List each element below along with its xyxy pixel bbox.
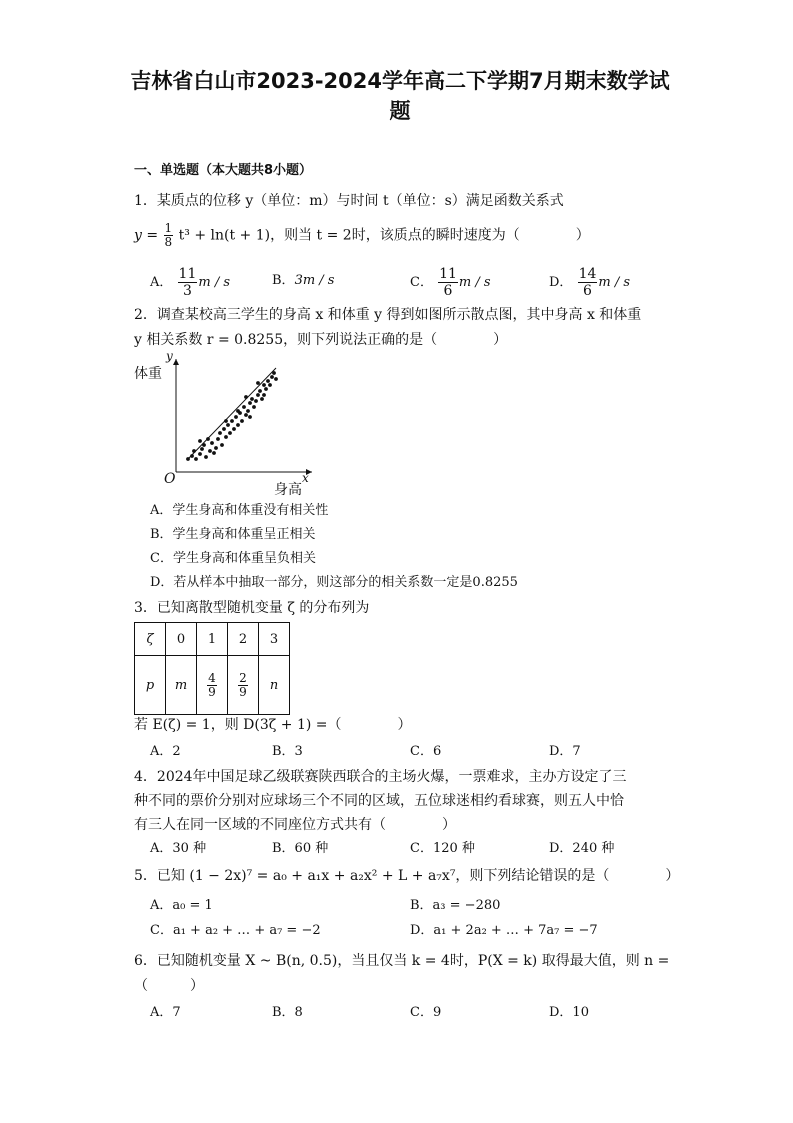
scatter-point	[208, 449, 212, 453]
scatter-point	[262, 383, 266, 387]
y-axis-label: 体重	[134, 366, 162, 382]
fraction-den: 3	[182, 283, 192, 299]
q2-option-c: C．学生身高和体重呈负相关	[150, 551, 316, 566]
scatter-point	[248, 401, 252, 405]
q3-stem-line-2: 若 E(ζ) = 1，则 D(3ζ + 1) =（ ）	[134, 717, 412, 733]
table-cell: ζ	[135, 623, 166, 656]
regression-line	[188, 368, 276, 459]
q1-option-d	[549, 266, 630, 299]
q2-option-b: B．学生身高和体重呈正相关	[150, 527, 316, 542]
table-cell	[228, 656, 259, 715]
scatter-point	[200, 447, 204, 451]
table-cell: 2	[228, 623, 259, 656]
q2-stem-line-2: y 相关系数 r = 0.8255，则下列说法正确的是（ ）	[134, 332, 508, 348]
scatter-point	[236, 409, 240, 413]
scatter-point	[234, 415, 238, 419]
q4-option-c: C．120 种	[410, 841, 475, 856]
fraction-num: 4	[208, 670, 216, 685]
scatter-point	[250, 397, 254, 401]
q3-option-c: C．6	[410, 744, 442, 759]
q3-option-a: A．2	[150, 744, 181, 759]
q3-stem-line-1: 3．已知离散型随机变量 ζ 的分布列为	[134, 600, 370, 616]
table-cell: 0	[166, 623, 197, 656]
scatter-point	[264, 387, 268, 391]
scatter-point	[224, 435, 228, 439]
q3-option-d: D．7	[549, 744, 581, 759]
q1-option-b	[272, 272, 334, 290]
x-axis-var: x	[302, 471, 309, 485]
q4-stem-line-2: 种不同的票价分别对应球场三个不同的区域，五位球迷相约看球赛，则五人中恰	[134, 793, 624, 809]
fraction-den: 6	[443, 283, 453, 299]
fraction-num: 11	[178, 266, 197, 282]
fraction-den: 9	[208, 684, 216, 699]
scatter-point	[204, 455, 208, 459]
scatter-point	[224, 419, 228, 423]
q4-option-a: A．30 种	[150, 841, 207, 856]
q1-eq-num: 1	[164, 221, 173, 235]
option-letter: A．	[150, 275, 173, 290]
table-row	[135, 623, 290, 656]
q5-option-c: C．a₁ + a₂ + … + a₇ = −2	[150, 923, 321, 938]
q2-option-a: A．学生身高和体重没有相关性	[150, 503, 329, 518]
scatter-point	[248, 415, 252, 419]
table-cell: 1	[197, 623, 228, 656]
q3-option-b: B．3	[272, 744, 303, 759]
option-letter: D．	[549, 275, 573, 290]
section-heading: 一、单选题（本大题共8小题）	[134, 163, 313, 178]
scatter-point	[256, 381, 260, 385]
origin-label: O	[164, 471, 176, 487]
q6-stem-line-2: （ ）	[134, 978, 204, 994]
table-row	[135, 656, 290, 715]
scatter-point	[212, 451, 216, 455]
scatter-point	[266, 379, 270, 383]
scatter-point	[244, 413, 248, 417]
q4-option-b: B．60 种	[272, 841, 329, 856]
option-unit: m / s	[198, 275, 231, 290]
table-cell: m	[166, 656, 197, 715]
q2-option-d: D．若从样本中抽取一部分，则这部分的相关系数一定是0.8255	[150, 575, 518, 590]
scatter-point	[272, 371, 276, 375]
scatter-point	[186, 457, 190, 461]
fraction-num: 14	[578, 266, 597, 282]
q1-eq-fraction	[164, 222, 174, 249]
q5-option-a: A．a₀ = 1	[150, 898, 213, 913]
scatter-point	[226, 423, 230, 427]
scatter-point	[260, 397, 264, 401]
scatter-point	[228, 431, 232, 435]
scatter-point	[198, 452, 202, 456]
option-letter: C．	[410, 275, 433, 290]
option-unit: m / s	[458, 275, 491, 290]
table-cell	[197, 656, 228, 715]
scatter-point	[262, 393, 266, 397]
fraction-num: 11	[439, 266, 457, 282]
scatter-point	[244, 395, 248, 399]
q5-stem-line-1: 5．已知 (1 − 2x)⁷ = a₀ + a₁x + a₂x² + L + a₇x⁷，则下列结论错误的是（ ）	[134, 868, 680, 884]
q4-option-d: D．240 种	[549, 841, 615, 856]
scatter-point	[240, 419, 244, 423]
option-text: 3m / s	[294, 273, 335, 288]
scatter-point	[230, 419, 234, 423]
scatter-point	[198, 439, 202, 443]
q1-eq-prefix: y =	[134, 227, 159, 244]
scatter-point	[254, 399, 258, 403]
table-cell: n	[259, 656, 290, 715]
q1-eq-den: 8	[164, 235, 173, 249]
scatter-point	[206, 437, 210, 441]
cell-fraction	[207, 672, 217, 699]
scatter-point	[216, 437, 220, 441]
scatter-point	[190, 454, 194, 458]
scatter-point	[252, 405, 256, 409]
q1-eq-rest: t³ + ln(t + 1)，则当 t = 2时，该质点的瞬时速度为（ ）	[178, 227, 590, 244]
scatter-point	[246, 409, 250, 413]
x-axis-label: 身高	[274, 482, 302, 498]
scatter-point	[274, 377, 278, 381]
y-axis-arrow	[173, 359, 179, 365]
q6-option-c: C．9	[410, 1005, 442, 1020]
table-cell: p	[135, 656, 166, 715]
q1-stem-line-1: 1．某质点的位移 y（单位：m）与时间 t（单位：s）满足函数关系式	[134, 193, 564, 209]
q6-option-a: A．7	[150, 1005, 181, 1020]
option-fraction	[178, 266, 198, 299]
scatter-point	[210, 441, 214, 445]
q1-option-a	[150, 266, 230, 299]
q6-stem-line-1: 6．已知随机变量 X ~ B(n, 0.5)，当且仅当 k = 4时，P(X = k) 取得最大值，则 n =	[134, 953, 670, 969]
q6-option-d: D．10	[549, 1005, 589, 1020]
fraction-num: 2	[239, 670, 247, 685]
table-cell: 3	[259, 623, 290, 656]
scatter-point	[270, 375, 274, 379]
scatter-point	[232, 427, 236, 431]
option-fraction	[438, 266, 458, 299]
distribution-table	[134, 622, 290, 715]
fraction-den: 6	[583, 283, 592, 299]
cell-fraction	[238, 672, 248, 699]
fraction-den: 9	[239, 684, 247, 699]
scatter-point	[192, 449, 196, 453]
scatter-point	[214, 446, 218, 450]
q5-option-d: D．a₁ + 2a₂ + … + 7a₇ = −7	[410, 923, 598, 938]
option-letter: B．	[272, 273, 295, 288]
scatter-plot-figure	[130, 349, 330, 504]
q4-stem-line-1: 4．2024年中国足球乙级联赛陕西联合的主场火爆，一票难求，主办方设定了三	[134, 769, 627, 785]
scatter-point	[194, 457, 198, 461]
scatter-point	[202, 443, 206, 447]
title-line-2: 题	[389, 99, 411, 123]
scatter-point	[220, 443, 224, 447]
q4-stem-line-3: 有三人在同一区域的不同座位方式共有（ ）	[134, 817, 456, 833]
scatter-point	[268, 383, 272, 387]
exam-title	[120, 66, 680, 126]
scatter-point	[242, 405, 246, 409]
option-unit: m / s	[598, 275, 631, 290]
q1-option-c	[410, 266, 491, 299]
q6-option-b: B．8	[272, 1005, 303, 1020]
scatter-point	[258, 389, 262, 393]
scatter-point	[222, 427, 226, 431]
q1-stem-line-2	[134, 222, 590, 249]
q5-option-b: B．a₃ = −280	[410, 898, 501, 913]
scatter-point	[256, 393, 260, 397]
y-axis-var: y	[166, 349, 173, 363]
scatter-point	[236, 423, 240, 427]
option-fraction	[578, 266, 598, 299]
scatter-point	[218, 431, 222, 435]
q2-stem-line-1: 2．调查某校高三学生的身高 x 和体重 y 得到如图所示散点图，其中身高 x 和体重	[134, 307, 642, 323]
title-line-1: 吉林省白山市2023-2024学年高二下学期7月期末数学试	[130, 69, 670, 93]
